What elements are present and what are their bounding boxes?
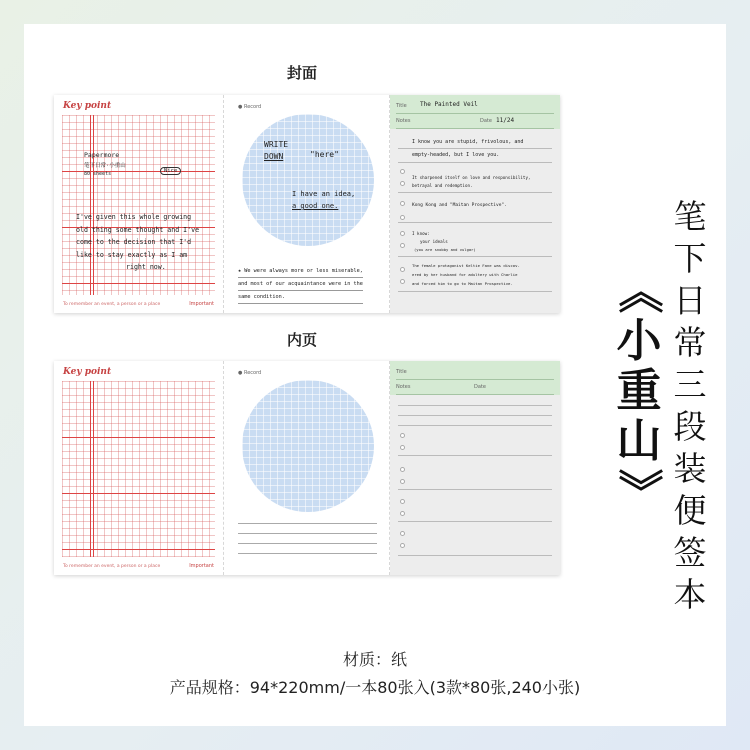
notes-label: Notes [396, 118, 411, 124]
hw-write: WRITE [264, 140, 289, 149]
hw-bottom-quote: ★ We were always more or less miserable, and most of our acquaintance were in the same condition. [238, 265, 363, 304]
material-text: 材质：纸 [342, 650, 407, 669]
hw-brand: 笔下日常·小重山 [84, 163, 126, 169]
checkbox-dot [400, 479, 405, 484]
hw-idea-2: a good one. [292, 202, 339, 210]
blue-circle [242, 380, 374, 512]
cover-spread [54, 95, 560, 313]
inner-record-panel [224, 361, 390, 575]
red-grid [62, 115, 215, 295]
checkbox-dot [400, 215, 405, 220]
checkbox-dot [400, 467, 405, 472]
date-label: Date [480, 118, 492, 124]
writing-lines [238, 523, 377, 563]
hw-date: 11/24 [496, 117, 515, 124]
checkbox-dot [400, 445, 405, 450]
record-label: ● Record [238, 370, 262, 376]
notes-label: Notes [396, 384, 411, 390]
checkbox-dot [400, 511, 405, 516]
keypoint-footer-note: To remember an event, a person or a place [63, 302, 161, 307]
hw-idea-1: I have an idea, [292, 190, 356, 198]
hw-nice-tag: Nice [160, 167, 181, 175]
cover-keypoint-panel [54, 95, 224, 313]
hw-book-title: The Painted Veil [420, 101, 478, 108]
checkbox-dot [400, 433, 405, 438]
product-title-vertical: 《 小 重 山 》 [613, 268, 666, 514]
keypoint-footer-note: To remember an event, a person or a place [63, 564, 161, 569]
checkbox-dot [400, 231, 405, 236]
checkbox-dot [400, 243, 405, 248]
red-grid [62, 381, 215, 557]
date-label: Date [474, 384, 486, 390]
hw-sheets: 80 sheets [84, 171, 112, 177]
product-card [24, 24, 726, 726]
product-subtitle-vertical: 笔 下 日 常 三 段 装 便 签 本 [673, 197, 707, 614]
cover-record-panel [224, 95, 390, 313]
inner-keypoint-panel [54, 361, 224, 575]
checkbox-dot [400, 531, 405, 536]
hw-paragraph: I've given this whole growing old thing some thought and I've come to the decision that I'd like to stay exactly as I am right now. [76, 213, 200, 271]
title-label: Title [396, 369, 407, 375]
hw-here: "here" [310, 150, 339, 159]
checkbox-dot [400, 181, 405, 186]
checkbox-dot [400, 543, 405, 548]
keypoint-title: Key point [63, 101, 112, 111]
keypoint-footer-important: Important [189, 563, 214, 569]
hw-down: DOWN [264, 152, 284, 161]
title-label: Title [396, 103, 407, 109]
inner-notes-panel [390, 361, 560, 575]
checkbox-dot [400, 267, 405, 272]
inner-spread [54, 361, 560, 575]
record-label: ● Record [238, 104, 262, 110]
hw-papermore: Papermore [84, 151, 120, 159]
keypoint-footer-important: Important [189, 301, 214, 307]
notes-header [390, 95, 560, 129]
checkbox-dot [400, 499, 405, 504]
cover-notes-panel: Title The Painted Veil Notes Date 11/24 I know you are stupid, frivolous, and empty-headed, but I love you. It sharpened itself on love and responsibility, betrayal and redemption. Kong Kong and "Maitan Prospective". I know: your ideals (you are snobby and vulgar) The female protagonist Keltie Fane was discov- ered by her husband for adultery with Charlie and forced him to go to Maitan Prospective. [390, 95, 560, 313]
checkbox-dot [400, 201, 405, 206]
keypoint-title: Key point [63, 367, 112, 377]
inner-label: 内页 [287, 331, 318, 349]
blue-circle [242, 114, 374, 246]
cover-label: 封面 [287, 64, 318, 82]
notes-header [390, 361, 560, 395]
checkbox-dot [400, 169, 405, 174]
checkbox-dot [400, 279, 405, 284]
spec-text: 产品规格：94*220mm/一本80张入(3款*80张,240小张) [169, 678, 581, 697]
